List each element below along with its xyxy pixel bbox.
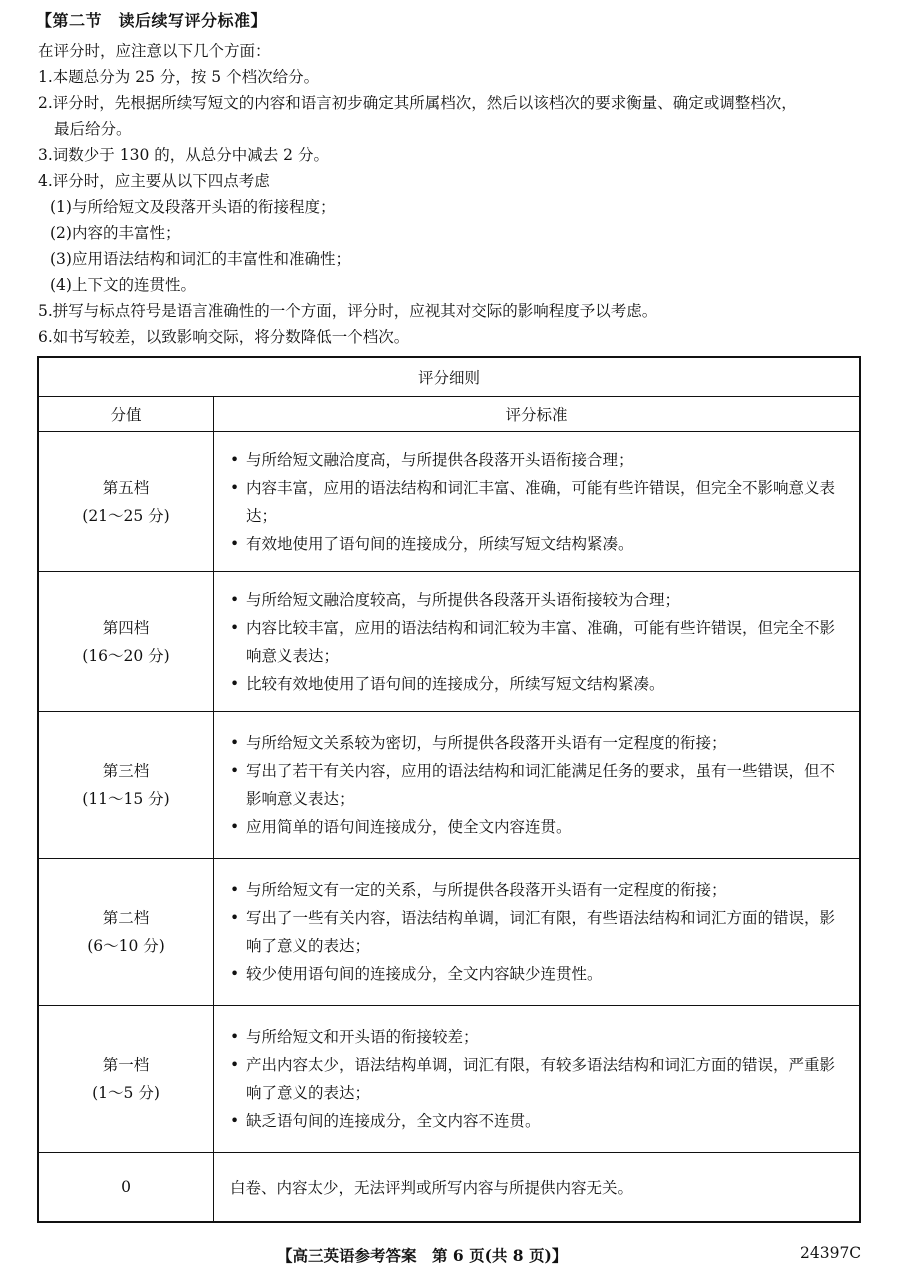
note-item-1: 1.本题总分为 25 分，按 5 个档次给分。 [38,68,320,86]
level-range: (21～25 分) [82,506,170,525]
level-cell [38,1006,214,1153]
criteria-cell [214,712,861,859]
note-item-4: 4.评分时，应主要从以下四点考虑 [38,172,270,190]
table-row [38,712,860,859]
column-header-score: 分值 [38,397,214,432]
note-subitem-1: (1)与所给短文及段落开头语的衔接程度； [50,198,336,216]
zero-score-cell: 0 [38,1153,214,1223]
criteria-item: • 与所给短文融洽度高，与所提供各段落开头语衔接合理； [230,450,634,469]
level-name: 第五档 [102,478,150,497]
level-range: (6～10 分) [87,937,165,955]
criteria-item: • 写出了一些有关内容，语法结构单调，词汇有限，有些语法结构和词汇方面的错误，影响了意义的表达； [230,909,836,955]
criteria-item: • 有效地使用了语句间的连接成分，所续写短文结构紧凑。 [230,534,634,553]
level-cell [38,712,214,859]
criteria-cell [214,1006,861,1153]
table-row [38,572,860,712]
criteria-item: • 写出了若干有关内容，应用的语法结构和词汇能满足任务的要求，虽有一些错误，但不影响意义表达； [230,762,836,808]
table-row [38,1153,860,1223]
note-item-3: 3.词数少于 130 的，从总分中减去 2 分。 [38,146,329,164]
table-row [38,859,860,1006]
criteria-cell [214,572,861,712]
level-cell [38,432,214,572]
criteria-item: • 比较有效地使用了语句间的连接成分，所续写短文结构紧凑。 [230,674,665,693]
note-subitem-4: (4)上下文的连贯性。 [50,276,196,294]
criteria-item: • 产出内容太少，语法结构单调，词汇有限，有较多语法结构和词汇方面的错误，严重影响了意义的表达； [230,1056,836,1102]
level-cell [38,572,214,712]
criteria-item: • 与所给短文关系较为密切，与所提供各段落开头语有一定程度的衔接； [230,734,727,752]
column-header-criteria: 评分标准 [214,397,861,432]
note-subitem-3: (3)应用语法结构和词汇的丰富性和准确性； [50,250,351,268]
level-name: 第一档 [102,1056,150,1074]
table-caption: 评分细则 [38,357,860,397]
table-row [38,432,860,572]
criteria-item: • 内容丰富，应用的语法结构和词汇丰富、准确，可能有些许错误，但完全不影响意义表达； [230,478,836,525]
criteria-item: • 与所给短文有一定的关系，与所提供各段落开头语有一定程度的衔接； [230,881,727,899]
table-row [38,1006,860,1153]
zero-criteria-cell: 白卷、内容太少，无法评判或所写内容与所提供内容无关。 [214,1153,861,1223]
footer-page-label: 【高三英语参考答案 第 6 页(共 8 页)】 [277,1246,568,1265]
note-item-5: 5.拼写与标点符号是语言准确性的一个方面，评分时，应视其对交际的影响程度予以考虑。 [38,302,658,320]
level-name: 第三档 [102,762,150,780]
rubric-table [37,356,861,1223]
note-subitem-2: (2)内容的丰富性； [50,224,181,242]
criteria-item: • 应用简单的语句间连接成分，使全文内容连贯。 [230,818,572,836]
criteria-cell [214,859,861,1006]
criteria-item: • 与所给短文和开头语的衔接较差； [230,1028,479,1046]
criteria-item: • 内容比较丰富，应用的语法结构和词汇较为丰富、准确，可能有些许错误，但完全不影响意义表达； [230,618,836,665]
notes-lead: 在评分时，应注意以下几个方面： [38,42,271,60]
criteria-cell [214,432,861,572]
section-title: 【第二节 读后续写评分标准】 [36,11,268,30]
level-cell [38,859,214,1006]
scoring-notes [38,38,868,350]
note-item-2-continued: 最后给分。 [54,120,132,138]
level-range: (11～15 分) [82,790,170,808]
footer-paper-code: 24397C [800,1244,862,1262]
note-item-2: 2.评分时，先根据所续写短文的内容和语言初步确定其所属档次，然后以该档次的要求衡量、确定或调整档次， [38,94,797,112]
level-range: (16～20 分) [82,646,170,665]
note-item-6: 6.如书写较差，以致影响交际，将分数降低一个档次。 [38,328,410,346]
criteria-item: • 较少使用语句间的连接成分，全文内容缺少连贯性。 [230,965,603,983]
criteria-item: • 与所给短文融洽度较高，与所提供各段落开头语衔接较为合理； [230,590,681,609]
criteria-item: • 缺乏语句间的连接成分，全文内容不连贯。 [230,1112,541,1130]
level-name: 第二档 [102,909,150,927]
level-range: (1～5 分) [92,1084,160,1102]
level-name: 第四档 [102,618,150,637]
